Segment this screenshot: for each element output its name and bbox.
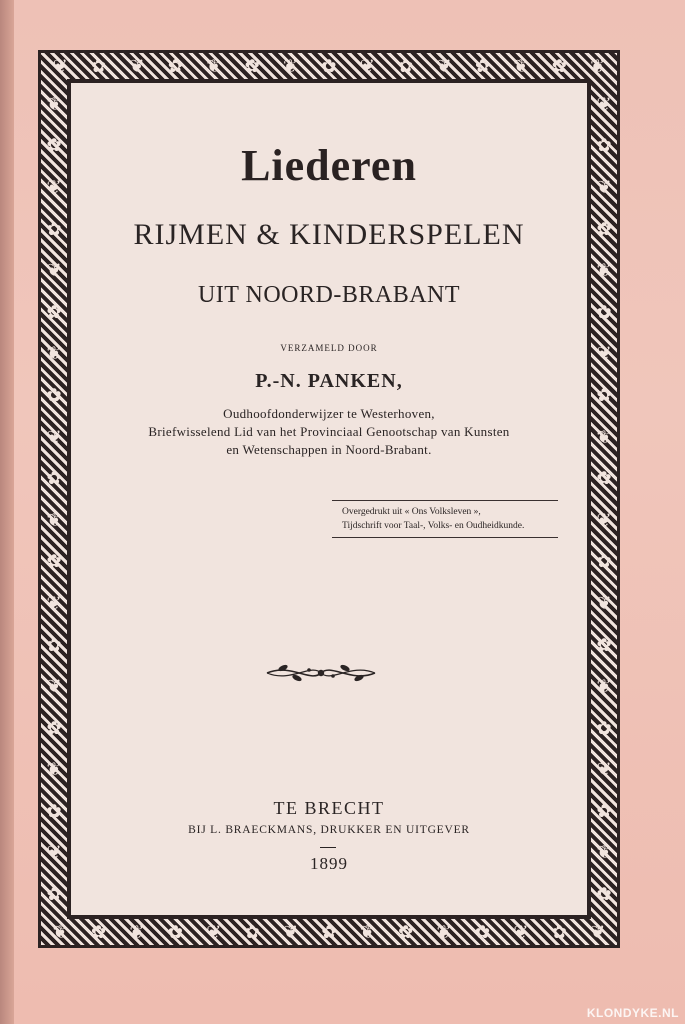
cover-spine-edge	[0, 0, 14, 1024]
reprint-note	[332, 500, 558, 538]
author-name: P.-N. PANKEN,	[255, 370, 403, 392]
imprint-divider	[320, 847, 336, 848]
border-bottom-ornament: ❦ ✿ ❦ ✿ ❦ ✿ ❦ ✿ ❦ ✿ ❦ ✿ ❦ ✿ ❦	[52, 922, 606, 942]
author-role-line: Oudhoofdonderwijzer te Westerhoven,	[223, 406, 435, 421]
collected-by-label: VERZAMELD DOOR	[280, 343, 378, 353]
watermark: KLONDYKE.NL	[586, 1006, 679, 1020]
reprint-note-line: Tijdschrift voor Taal-, Volks- en Oudheidkunde.	[342, 521, 525, 531]
author-role-line: Briefwisselend Lid van het Provinciaal Genootschap van Kunsten	[148, 424, 510, 439]
border-top-ornament: ❦ ✿ ❦ ✿ ❦ ✿ ❦ ✿ ❦ ✿ ❦ ✿ ❦ ✿ ❦	[52, 56, 606, 76]
border-left-ornament: ❦ ✿ ❦ ✿ ❦ ✿ ❦ ✿ ❦ ✿ ❦ ✿ ❦ ✿ ❦ ✿ ❦ ✿ ❦ ✿	[46, 93, 62, 905]
floral-vignette-icon	[261, 658, 381, 688]
imprint-year: 1899	[310, 854, 348, 873]
subtitle-line-1: RIJMEN & KINDERSPELEN	[133, 218, 525, 251]
subtitle-line-2: UIT NOORD-BRABANT	[197, 282, 461, 308]
imprint-city: TE BRECHT	[273, 798, 385, 818]
title-page-content	[78, 90, 580, 910]
book-title: Liederen	[241, 141, 417, 190]
reprint-note-line: Overgedrukt uit « Ons Volksleven »,	[342, 507, 481, 517]
border-right-ornament: ❦ ✿ ❦ ✿ ❦ ✿ ❦ ✿ ❦ ✿ ❦ ✿ ❦ ✿ ❦ ✿ ❦ ✿ ❦ ✿	[596, 93, 612, 905]
imprint-printer: BIJ L. BRAECKMANS, DRUKKER EN UITGEVER	[188, 824, 470, 836]
author-role-line: en Wetenschappen in Noord-Brabant.	[226, 442, 432, 457]
